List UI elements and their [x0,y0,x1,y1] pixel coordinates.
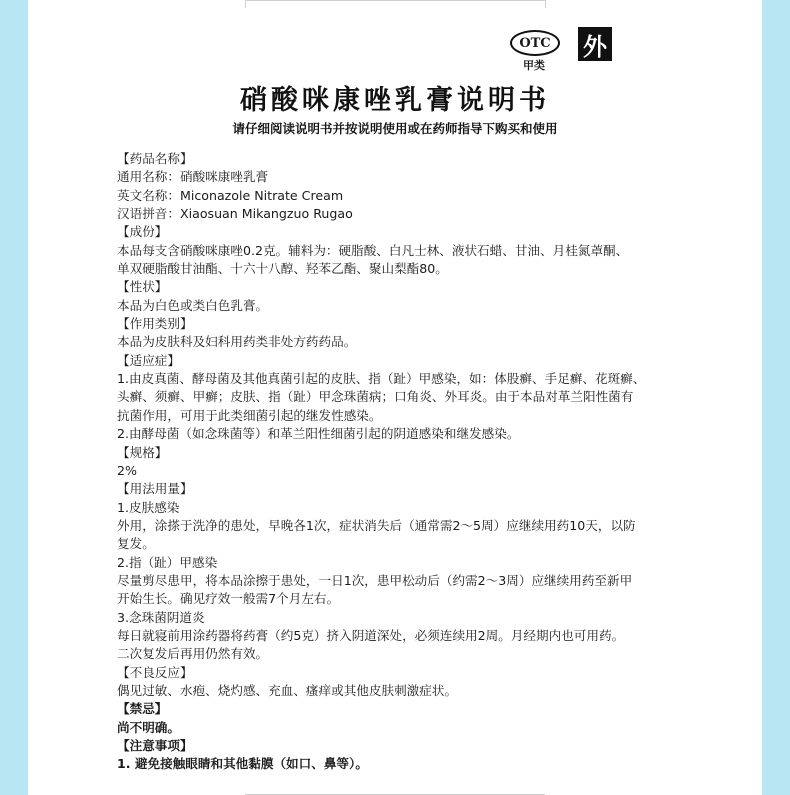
text-line: 1.皮肤感染 [117,499,180,515]
top-edge-line [245,0,545,5]
text-line: 通用名称：硝酸咪康唑乳膏 [117,169,269,185]
bottom-edge-line [245,791,545,795]
text-line: 2.由酵母菌（如念珠菌等）和革兰阳性细菌引起的阴道感染和继发感染。 [117,426,520,442]
external-use-mark: 外 [578,27,612,61]
text-line: 尽量剪尽患甲，将本品涂擦于患处，一日1次，患甲松动后（约需2～3周）应继续用药至新甲 [117,572,633,588]
text-line: 二次复发后再用仍然有效。 [117,646,269,662]
section-heading-adverse-reactions: 【不良反应】 [117,664,193,680]
section-heading-dosage: 【用法用量】 [117,481,193,497]
text-line: 汉语拼音：Xiaosuan Mikangzuo Rugao [117,206,353,222]
text-line: 1. 避免接触眼睛和其他黏膜（如口、鼻等）。 [117,756,368,772]
leaflet-body [117,150,646,774]
otc-class-label: 甲类 [523,59,545,72]
section-heading-category: 【作用类别】 [117,316,193,332]
text-line: 外用，涂搽于洗净的患处，早晚各1次，症状消失后（通常需2～5周）应继续用药10天，以防 [117,517,636,533]
text-line: 本品每支含硝酸咪康唑0.2克。辅料为：硬脂酸、白凡士林、液状石蜡、甘油、月桂氮䓬酮、 [117,242,629,258]
document-subtitle: 请仔细阅读说明书并按说明使用或在药师指导下购买和使用 [232,121,558,136]
section-heading-composition: 【成份】 [117,224,168,240]
text-line: 2% [117,462,137,478]
text-line: 头癣、须癣、甲癣；皮肤、指（趾）甲念珠菌病；口角炎、外耳炎。由于本品对革兰阳性菌有 [117,389,634,405]
section-heading-contraindications: 【禁忌】 [117,701,168,717]
document-title: 硝酸咪康唑乳膏说明书 [240,85,550,116]
text-line: 开始生长。确见疗效一般需7个月左右。 [117,591,340,607]
text-line: 本品为皮肤科及妇科用药类非处方药药品。 [117,334,357,350]
otc-badge: OTC [510,30,560,56]
text-line: 抗菌作用，可用于此类细菌引起的继发性感染。 [117,407,382,423]
text-line: 单双硬脂酸甘油酯、十六十八醇、羟苯乙酯、聚山梨酯80。 [117,261,448,277]
text-line: 本品为白色或类白色乳膏。 [117,297,269,313]
edge-tick-right [545,0,546,8]
text-line: 1.由皮真菌、酵母菌及其他真菌引起的皮肤、指（趾）甲感染，如：体股癣、手足癣、花斑癣、 [117,371,646,387]
section-heading-name: 【药品名称】 [117,151,193,166]
text-line: 尚不明确。 [117,719,180,735]
text-line: 2.指（趾）甲感染 [117,554,218,570]
section-heading-specification: 【规格】 [117,444,168,460]
section-heading-precautions: 【注意事项】 [117,738,193,753]
text-line: 偶见过敏、水疱、烧灼感、充血、瘙痒或其他皮肤刺激症状。 [117,682,458,698]
text-line: 复发。 [117,536,155,552]
section-heading-indications: 【适应症】 [117,352,180,368]
text-line: 每日就寝前用涂药器将药膏（约5克）挤入阴道深处，必须连续用2周。月经期内也可用药。 [117,627,625,643]
section-heading-description: 【性状】 [117,279,168,295]
text-line: 英文名称：Miconazole Nitrate Cream [117,187,344,203]
edge-tick-left [245,0,246,8]
text-line: 3.念珠菌阴道炎 [117,609,205,625]
